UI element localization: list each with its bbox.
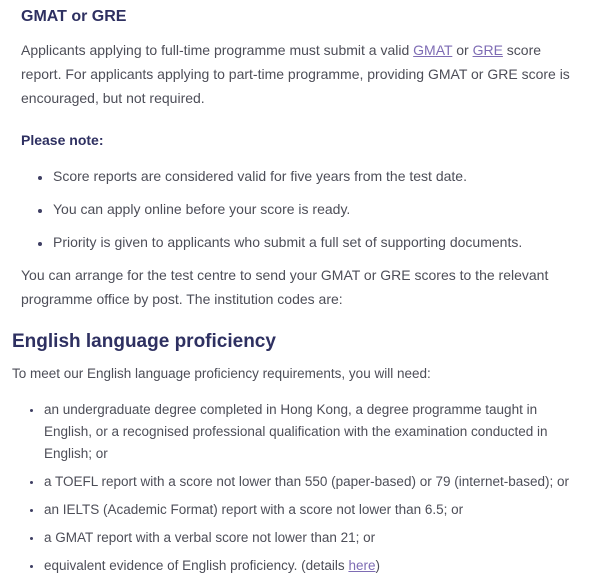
list-item: • a TOEFL report with a score not lower than 550 (paper-based) or 79 (internet-based); or — [43, 471, 573, 493]
list-item — [43, 555, 573, 577]
postal-info-paragraph: You can arrange for the test centre to send your GMAT or GRE scores to the relevant programme office by post. The institution codes are: — [21, 267, 549, 307]
intro-text-before-links: Applicants applying to full-time programme must submit a valid — [21, 42, 414, 58]
english-section-heading: English language proficiency — [12, 331, 276, 352]
english-proficiency-section — [0, 329, 601, 577]
list-item: • Priority is given to applicants who submit a full set of supporting documents. — [52, 230, 581, 254]
intro-text-between-links: or — [452, 42, 473, 58]
gmat-link[interactable]: GMAT — [413, 42, 453, 58]
please-note-label: Please note: — [21, 132, 104, 148]
gmat-section-heading: GMAT or GRE — [21, 8, 127, 25]
english-intro-paragraph: To meet our English language proficiency requirements, you will need: — [12, 366, 431, 381]
list-item: • Score reports are considered valid for five years from the test date. — [52, 164, 581, 188]
notes-list — [21, 164, 581, 254]
list-item: • an IELTS (Academic Format) report with a score not lower than 6.5; or — [43, 499, 573, 521]
details-here-link[interactable]: here — [348, 558, 376, 573]
list-item: • a GMAT report with a verbal score not lower than 21; or — [43, 527, 573, 549]
gre-link[interactable]: GRE — [472, 42, 503, 58]
gmat-intro-paragraph — [21, 38, 581, 110]
equivalence-text-after-link: ) — [375, 558, 380, 573]
list-item: • an undergraduate degree completed in Hong Kong, a degree programme taught in English, or a recognised professional qualification with the examination conducted in English; or — [43, 399, 573, 465]
requirements-list — [12, 399, 573, 577]
intro-text-after-links: score report. For applicants applying to part-time programme, providing GMAT or GRE score is encouraged, but not required. — [21, 42, 570, 106]
equivalence-text-before-link: equivalent evidence of English proficiency. (details — [44, 558, 349, 573]
list-item: • You can apply online before your score is ready. — [52, 197, 581, 221]
